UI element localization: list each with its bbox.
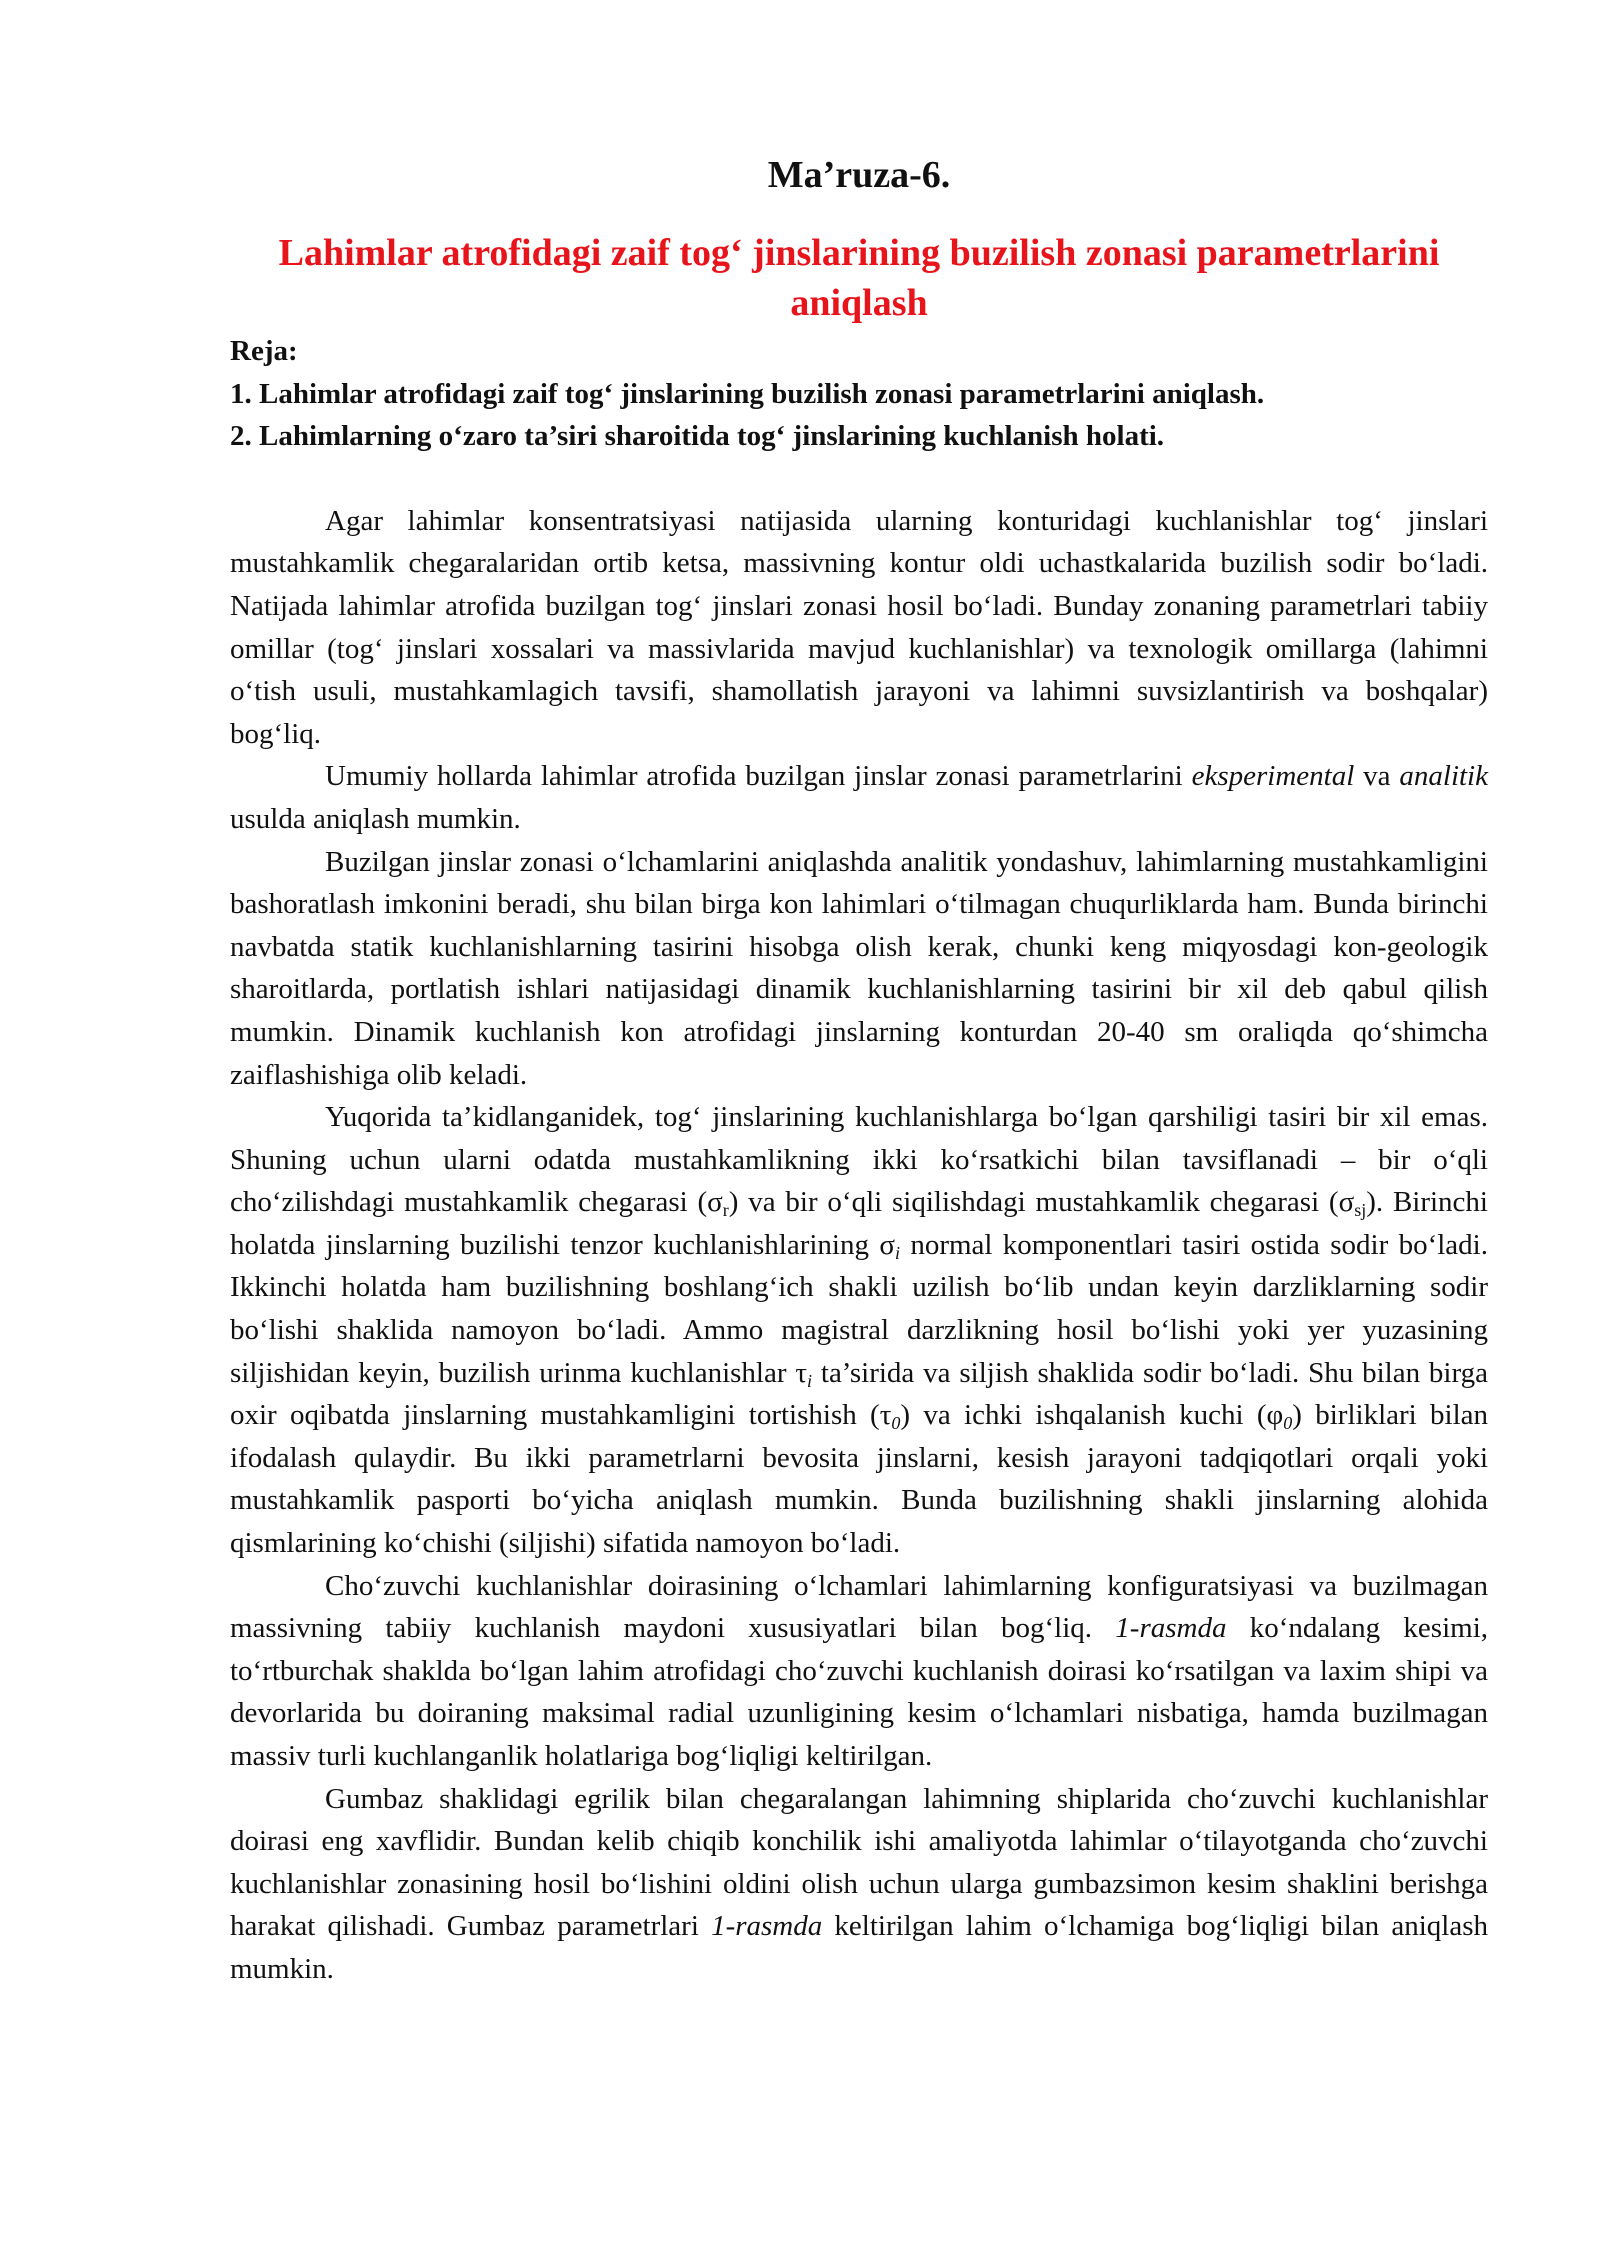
plan-heading: Reja: [230,335,298,367]
paragraph-text: Yuqorida ta’kidlanganidek, tog‘ jinslarining kuchlanishlarga bo‘lgan qarshiligi tasiri bir xil emas. Shuning uchun ularni odatda mustahkamlikning ikki ko‘rsatkichi bilan tavsiflanadi – bir o‘qli cho‘zilishdagi mustahkamlik chegarasi (σ [230,1101,1488,1219]
paragraph-text: ). Birinchi holatda jinslarning buzilishi tenzor kuchlanishlarining σ [230,1186,1488,1261]
paragraph-text: va [1354,760,1400,793]
paragraph-text: keltirilgan lahim o‘lchamiga bog‘liqligi bilan aniqlash mumkin. [230,1910,1488,1985]
subscript-sj: sj [1354,1200,1367,1221]
paragraph-1: Agar lahimlar konsentratsiyasi natijasida ularning konturidagi kuchlanishlar tog‘ jinslari mustahkamlik chegaralaridan ortib ketsa, massivning kontur oldi uchastkalarida buzilish sodir bo‘ladi. Natijada lahimlar atrofida buzilgan tog‘ jinslari zonasi hosil bo‘ladi. Bunday zonaning parametrlari tabiiy omillar (tog‘ jinslari xossalari va massivlarida mavjud kuchlanishlar) va texnologik omillarga (lahimni o‘tish usuli, mustahkamlagich tavsifi, shamollatish jarayoni va lahimni suvsizlantirish va boshqalar) bog‘liq. [230,504,1488,750]
paragraph-text: Cho‘zuvchi kuchlanishlar doirasining o‘lchamlari lahimlarning konfiguratsiyasi va buzilmagan massivning tabiiy kuchlanish maydoni xususiyatlari bilan bog‘liq. [230,1569,1488,1645]
paragraph-text: ta’sirida va siljish shaklida sodir bo‘ladi. Shu bilan birga oxir oqibatda jinslarning mustahkamligini tortishish (τ [230,1356,1488,1432]
figure-reference: 1-rasmda [711,1910,823,1943]
subscript-r: r [722,1200,729,1221]
paragraph-text: ) birliklari bilan ifodalash qulaydir. Bu ikki parametrlarni bevosita jinslarni, kesish jarayoni tadqiqotlari orqali yoki mustahkamlik pasporti bo‘yicha aniqlash mumkin. Bunda buzilishning shakli jinslarning alohida qismlarining ko‘chishi (siljishi) sifatida namoyon bo‘ladi. [230,1399,1489,1560]
plan-item-2: 2. Lahimlarning o‘zaro ta’siri sharoitida tog‘ jinslarining kuchlanish holati. [230,420,1165,453]
paragraph-3: Buzilgan jinslar zonasi o‘lchamlarini aniqlashda analitik yondashuv, lahimlarning mustahkamligini bashoratlash imkonini beradi, shu bilan birga kon lahimlari o‘tilmagan chuqurliklarda ham. Bunda birinchi navbatda statik kuchlanishlarning tasirini hisobga olish kerak, chunki keng miqyosdagi kon-geologik sharoitlarda, portlatish ishlari natijasidagi dinamik kuchlanishlarning tasirini bir xil deb qabul qilish mumkin. Dinamik kuchlanish kon atrofidagi jinslarning konturdan 20-40 sm oraliqda qo‘shimcha zaiflashishiga olib keladi. [230,845,1488,1091]
figure-reference: 1-rasmda [1115,1612,1227,1645]
paragraph-2 [230,755,1488,840]
paragraph-text: normal komponentlari tasiri ostida sodir bo‘ladi. Ikkinchi holatda ham buzilishning boshlang‘ich shakli uzilish bo‘lib undan keyin darzliklarning sodir bo‘lishi shaklida namoyon bo‘ladi. Ammo magistral darzlikning hosil bo‘lishi yoki yer yuzasining siljishidan keyin, buzilish urinma kuchlanishlar τ [230,1228,1488,1389]
paragraph-text: usulda aniqlash mumkin. [230,802,521,835]
subscript-0: 0 [891,1413,901,1434]
subscript-0: 0 [1283,1413,1293,1434]
emphasis-analitik: analitik [1399,760,1488,793]
plan-item-1: 1. Lahimlar atrofidagi zaif tog‘ jinslarining buzilish zonasi parametrlarini aniqlash. [230,377,1265,410]
paragraph-text: ) va bir o‘qli siqilishdagi mustahkamlik chegarasi (σ [728,1186,1355,1219]
lecture-title: Ma’ruza-6. [767,154,951,196]
paragraph-text: Gumbaz shaklidagi egrilik bilan chegaralangan lahimning shiplarida cho‘zuvchi kuchlanishlar doirasi eng xavflidir. Bundan kelib chiqib konchilik ishi amaliyotda lahimlar o‘tilayotganda cho‘zuvchi kuchlanishlar zonasining hosil bo‘lishini oldini olish uchun ularga gumbazsimon kesim shaklini berishga harakat qilishadi. Gumbaz parametrlari [230,1782,1488,1943]
emphasis-eksperimental: eksperimental [1191,760,1355,793]
paragraph-text: ) va ichki ishqalanish kuchi (φ [900,1399,1284,1432]
subscript-i: i [807,1370,813,1391]
plan-list [230,373,1488,458]
paragraph-6 [230,1778,1488,1991]
paragraph-text: Umumiy hollarda lahimlar atrofida buzilgan jinslar zonasi parametrlarini [325,760,1192,793]
paragraph-text: ko‘ndalang kesimi, to‘rtburchak shakldа bo‘lgan lahim atrofidagi cho‘zuvchi kuchlanish doirasi ko‘rsatilgan va laxim shipi va devorlarida bu doiraning maksimal radial uzunligining kesim o‘lchamlari nisbatiga, hamda buzilmagan massiv turli kuchlanganlik holatlariga bog‘liqligi keltirilgan. [230,1612,1488,1772]
topic-title: Lahimlar atrofidagi zaif tog‘ jinslarining buzilish zonasi parametrlarini aniqlash [278,232,1440,324]
paragraph-4 [230,1096,1488,1565]
paragraph-5 [230,1565,1488,1778]
subscript-i: i [894,1242,900,1263]
lecture-page [230,150,1488,1991]
